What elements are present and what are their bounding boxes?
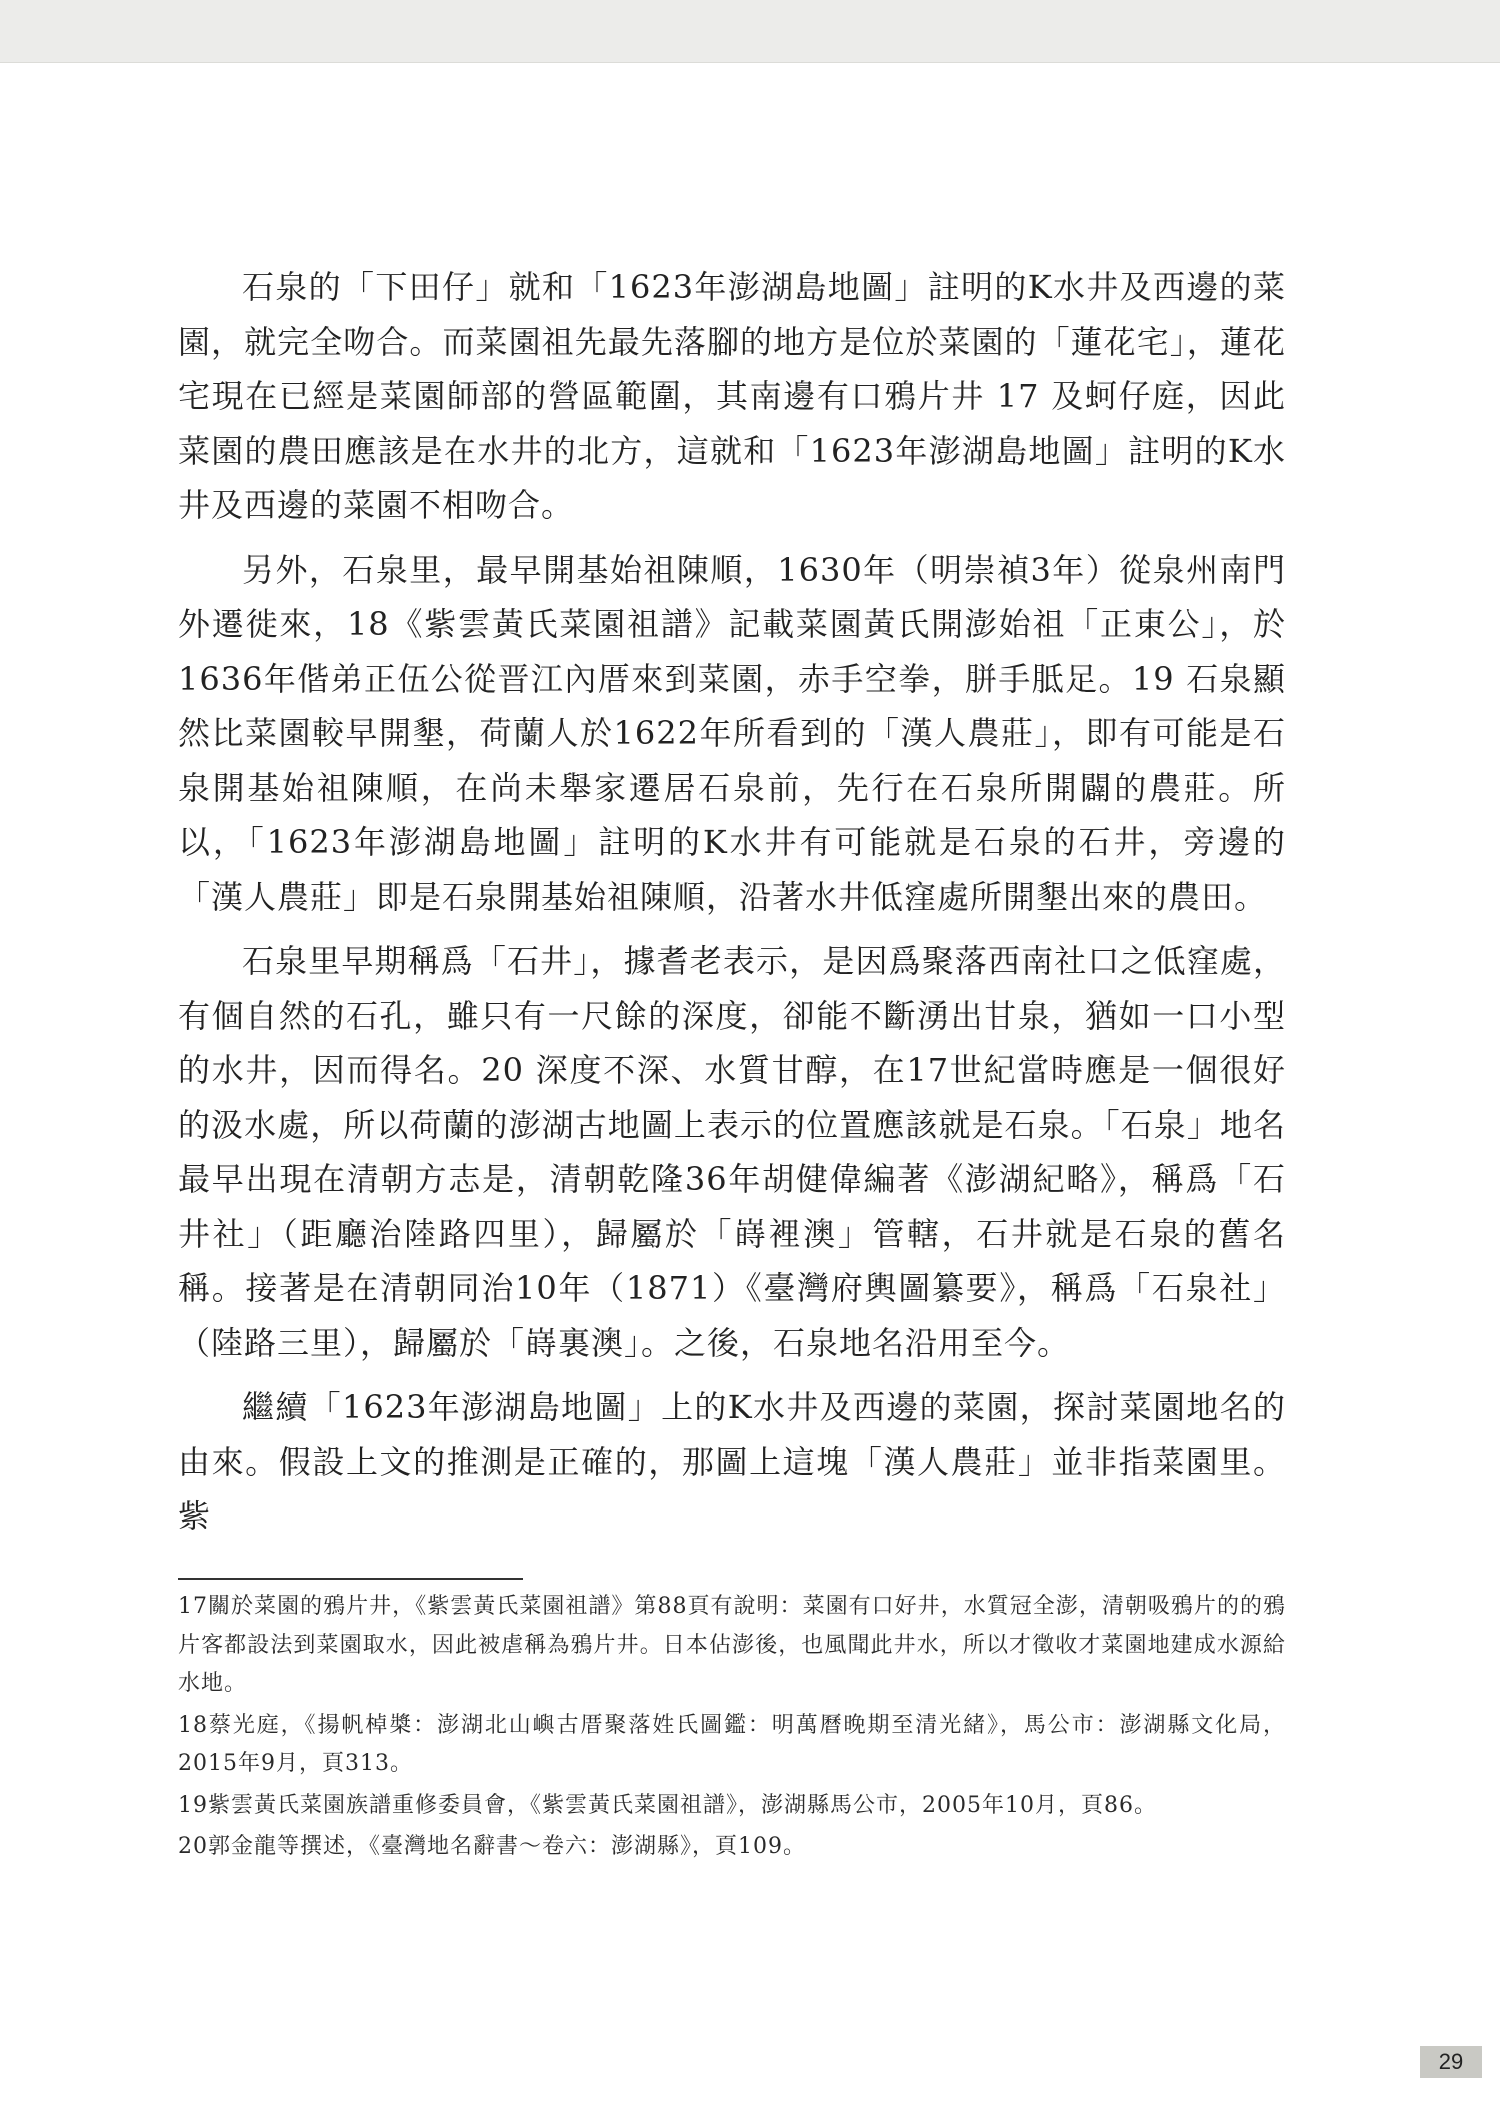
body-text — [178, 260, 1286, 1554]
footnote: 17關於菜園的鴉片井，《紫雲黃氏菜園祖譜》第88頁有說明：菜園有口好井，水質冠全澎，清朝吸鴉片的的鴉片客都設法到菜園取水，因此被虐稱為鴉片井。日本佔澎後，也風聞此井水，所以才徵收才菜園地建成水源給水地。 — [178, 1594, 1286, 1696]
paragraph: 石泉的「下田仔」就和「1623年澎湖島地圖」註明的K水井及西邊的菜園，就完全吻合。而菜園祖先最先落腳的地方是位於菜園的「蓮花宅」，蓮花宅現在已經是菜園師部的營區範圍，其南邊有口鴉片井 17 及蚵仔庭，因此菜園的農田應該是在水井的北方，這就和「1623年澎湖島地圖」註明的K水井及西邊的菜園不相吻合。 — [178, 268, 1286, 524]
footnotes — [178, 1588, 1286, 1870]
paragraph: 石泉里早期稱爲「石井」，據耆老表示，是因爲聚落西南社口之低窪處，有個自然的石孔，雖只有一尺餘的深度，卻能不斷湧出甘泉，猶如一口小型的水井，因而得名。20 深度不深、水質甘醇，在17世紀當時應是一個很好的汲水處，所以荷蘭的澎湖古地圖上表示的位置應該就是石泉。「石泉」地名最早出現在清朝方志是，清朝乾隆36年胡健偉編著《澎湖紀略》，稱爲「石井社」（距廳治陸路四里），歸屬於「嵵裡澳」管轄，石井就是石泉的舊名稱。接著是在清朝同治10年（1871）《臺灣府輿圖纂要》，稱爲「石泉社」（陸路三里），歸屬於「嵵裏澳」。之後，石泉地名沿用至今。 — [178, 942, 1286, 1362]
footnote: 20郭金龍等撰述，《臺灣地名辭書～卷六：澎湖縣》，頁109。 — [178, 1834, 806, 1859]
footnote: 19紫雲黃氏菜園族譜重修委員會，《紫雲黃氏菜園祖譜》，澎湖縣馬公市，2005年10月，頁86。 — [178, 1792, 1157, 1818]
page-number: 29 — [1420, 2046, 1482, 2078]
page-top-band — [0, 0, 1500, 63]
footnote: 18蔡光庭，《揚帆棹槳：澎湖北山嶼古厝聚落姓氏圖鑑：明萬曆晚期至清光緒》，馬公市：澎湖縣文化局，2015年9月，頁313。 — [178, 1712, 1286, 1776]
footnote-divider — [178, 1578, 523, 1580]
paragraph: 另外，石泉里，最早開基始祖陳順，1630年（明崇禎3年）從泉州南門外遷徙來，18《紫雲黃氏菜園祖譜》記載菜園黃氏開澎始祖「正東公」，於1636年偕弟正伍公從晋江內厝來到菜園，赤手空拳，胼手胝足。19 石泉顯然比菜園較早開墾，荷蘭人於1622年所看到的「漢人農莊」，即有可能是石泉開基始祖陳順，在尚未舉家遷居石泉前，先行在石泉所開闢的農莊。所以，「1623年澎湖島地圖」註明的K水井有可能就是石泉的石井，旁邊的「漢人農莊」即是石泉開基始祖陳順，沿著水井低窪處所開墾出來的農田。 — [178, 550, 1286, 916]
paragraph: 繼續「1623年澎湖島地圖」上的K水井及西邊的菜園，探討菜園地名的由來。假設上文的推測是正確的，那圖上這塊「漢人農莊」並非指菜園里。紫 — [178, 1388, 1286, 1535]
